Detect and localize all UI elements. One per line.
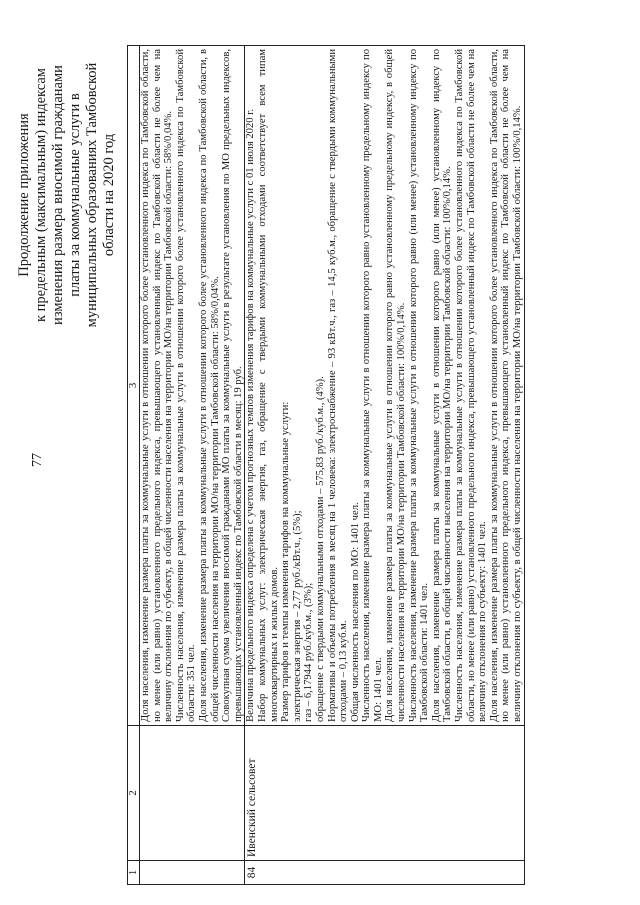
appendix-line: муниципальных образованиях Тамбовской [84, 62, 100, 328]
header-col-3: 3 [128, 46, 140, 726]
appendix-line: изменения размера вносимой гражданами [50, 65, 66, 325]
text-line: Величина предельного индекса определена с учетом прогнозных темпов изменения тарифов на коммунальные услуги с 01 июля 2020 г. [245, 109, 257, 722]
text-line: Совокупная сумма увеличения вносимой гражданами МО платы за коммунальные услуги в результате установления по МО предельных индексов, превышающих установленный индекс по Тамбовской области в месяц: 19 руб. [221, 49, 244, 722]
appendix-line: к предельным (максимальным) индексам [33, 68, 49, 322]
page-number: 77 [30, 453, 45, 467]
table-row-continuation [140, 46, 245, 885]
text-line: Численность населения, изменение размера платы за коммунальные услуги в отношении которого равно (или менее) установленному индексу по Тамбовской области: 1401 чел. [407, 49, 431, 722]
cell-empty-number [140, 861, 245, 885]
text-line: Численность населения, изменение размера платы за коммунальные услуги в отношении которого равно установленному предельному индексу по МО: 1401 чел. [361, 49, 384, 722]
text-line: Доля населения, изменение размера платы за коммунальные услуги в отношении которого равно установленному предельному индексу, в общей численности населения на территории МО/на территории Тамбовской области: 100%/0,14%. [384, 49, 408, 722]
text-line: Доля населения, изменение размера платы за коммунальные услуги в отношении которого более установленного индекса по Тамбовской области, но менее (или равно) установленного предельного индекса, превышающего установленный индекс по Тамбовской области не более чем на величину отклонения по субъекту, в общей численности населения на территории МО/на территории Тамбовской области: 100%/0,14%. [488, 49, 523, 722]
cell-empty-name [140, 726, 245, 861]
indices-table [127, 45, 525, 885]
text-line: Доля населения, изменение размера платы за коммунальные услуги в отношении которого более установленного индекса по Тамбовской области, но менее (или равно) установленного предельного индекса, превышающего установленный индекс по Тамбовской области не более чем на величину отклонения по субъекту, в общей численности населения на территории МО/на территории Тамбовской области: 58%/0,04%. [140, 49, 175, 722]
text-line: обращение с твердыми коммунальными отходами – 575,83 руб./куб.м., (4%). [314, 376, 326, 722]
text-line: Численность населения, изменение размера платы за коммунальные услуги в отношении которого более установленного индекса по Тамбовской области, но менее (или равно) установленного предельного индекса, превышающего установленный индекс по Тамбовской области не более чем на величину отклонения по субъекту: 1401 чел. [454, 49, 489, 722]
text-line: Доля населения, изменение размера платы за коммунальные услуги в отношении которого равно (или менее) установленному индексу по Тамбовской области, в общей численности населения на территории МО/на территории Тамбовской области: 100%/0,14%. [430, 49, 454, 722]
cell-continuation-text [140, 46, 245, 726]
table-row-84 [245, 46, 524, 885]
header-col-1: 1 [128, 861, 140, 885]
appendix-heading [16, 5, 118, 385]
appendix-line: области на 2020 год [101, 133, 117, 257]
row-number: 84 [245, 861, 524, 885]
text-line: электрическая энергия – 2,77 руб./кВт.ч., (5%); [291, 510, 303, 722]
text-line: Доля населения, изменение размера платы за коммунальные услуги в отношении которого более установленного индекса по Тамбовской области, в общей численности населения на территории МО/на территории Тамбовской области: 58%/0,04%. [197, 49, 221, 722]
appendix-line: Продолжение приложения [16, 113, 32, 277]
text-line: Набор коммунальных услуг: электрическая энергия, газ, обращение с твердыми коммунальными отходами соответствует всем типам многоквартирных и жилых домов. [256, 49, 280, 722]
text-line: газ – 6,17944 руб./куб.м., (3%); [303, 582, 315, 722]
header-col-2: 2 [128, 726, 140, 861]
text-line: Общая численность населения по МО: 1401 чел. [349, 502, 361, 722]
appendix-line: платы за коммунальные услуги в [67, 93, 83, 297]
text-line: Численность населения, изменение размера платы за коммунальные услуги в отношении которого более установленного индекса по Тамбовской области: 351 чел. [174, 49, 198, 722]
municipality-name: Ивенский сельсовет [245, 726, 524, 861]
table-header-row [128, 46, 140, 885]
text-line: Нормативы и объемы потребления в месяц на 1 человека: электроснабжение – 93 кВт.ч., газ – 14,5 куб.м., обращение с твердыми коммунальными отходами – 0,13 куб.м. [326, 49, 350, 722]
cell-row-text [245, 46, 524, 726]
text-line: Размер тарифов и темпы изменения тарифов на коммунальные услуги: [280, 401, 292, 722]
